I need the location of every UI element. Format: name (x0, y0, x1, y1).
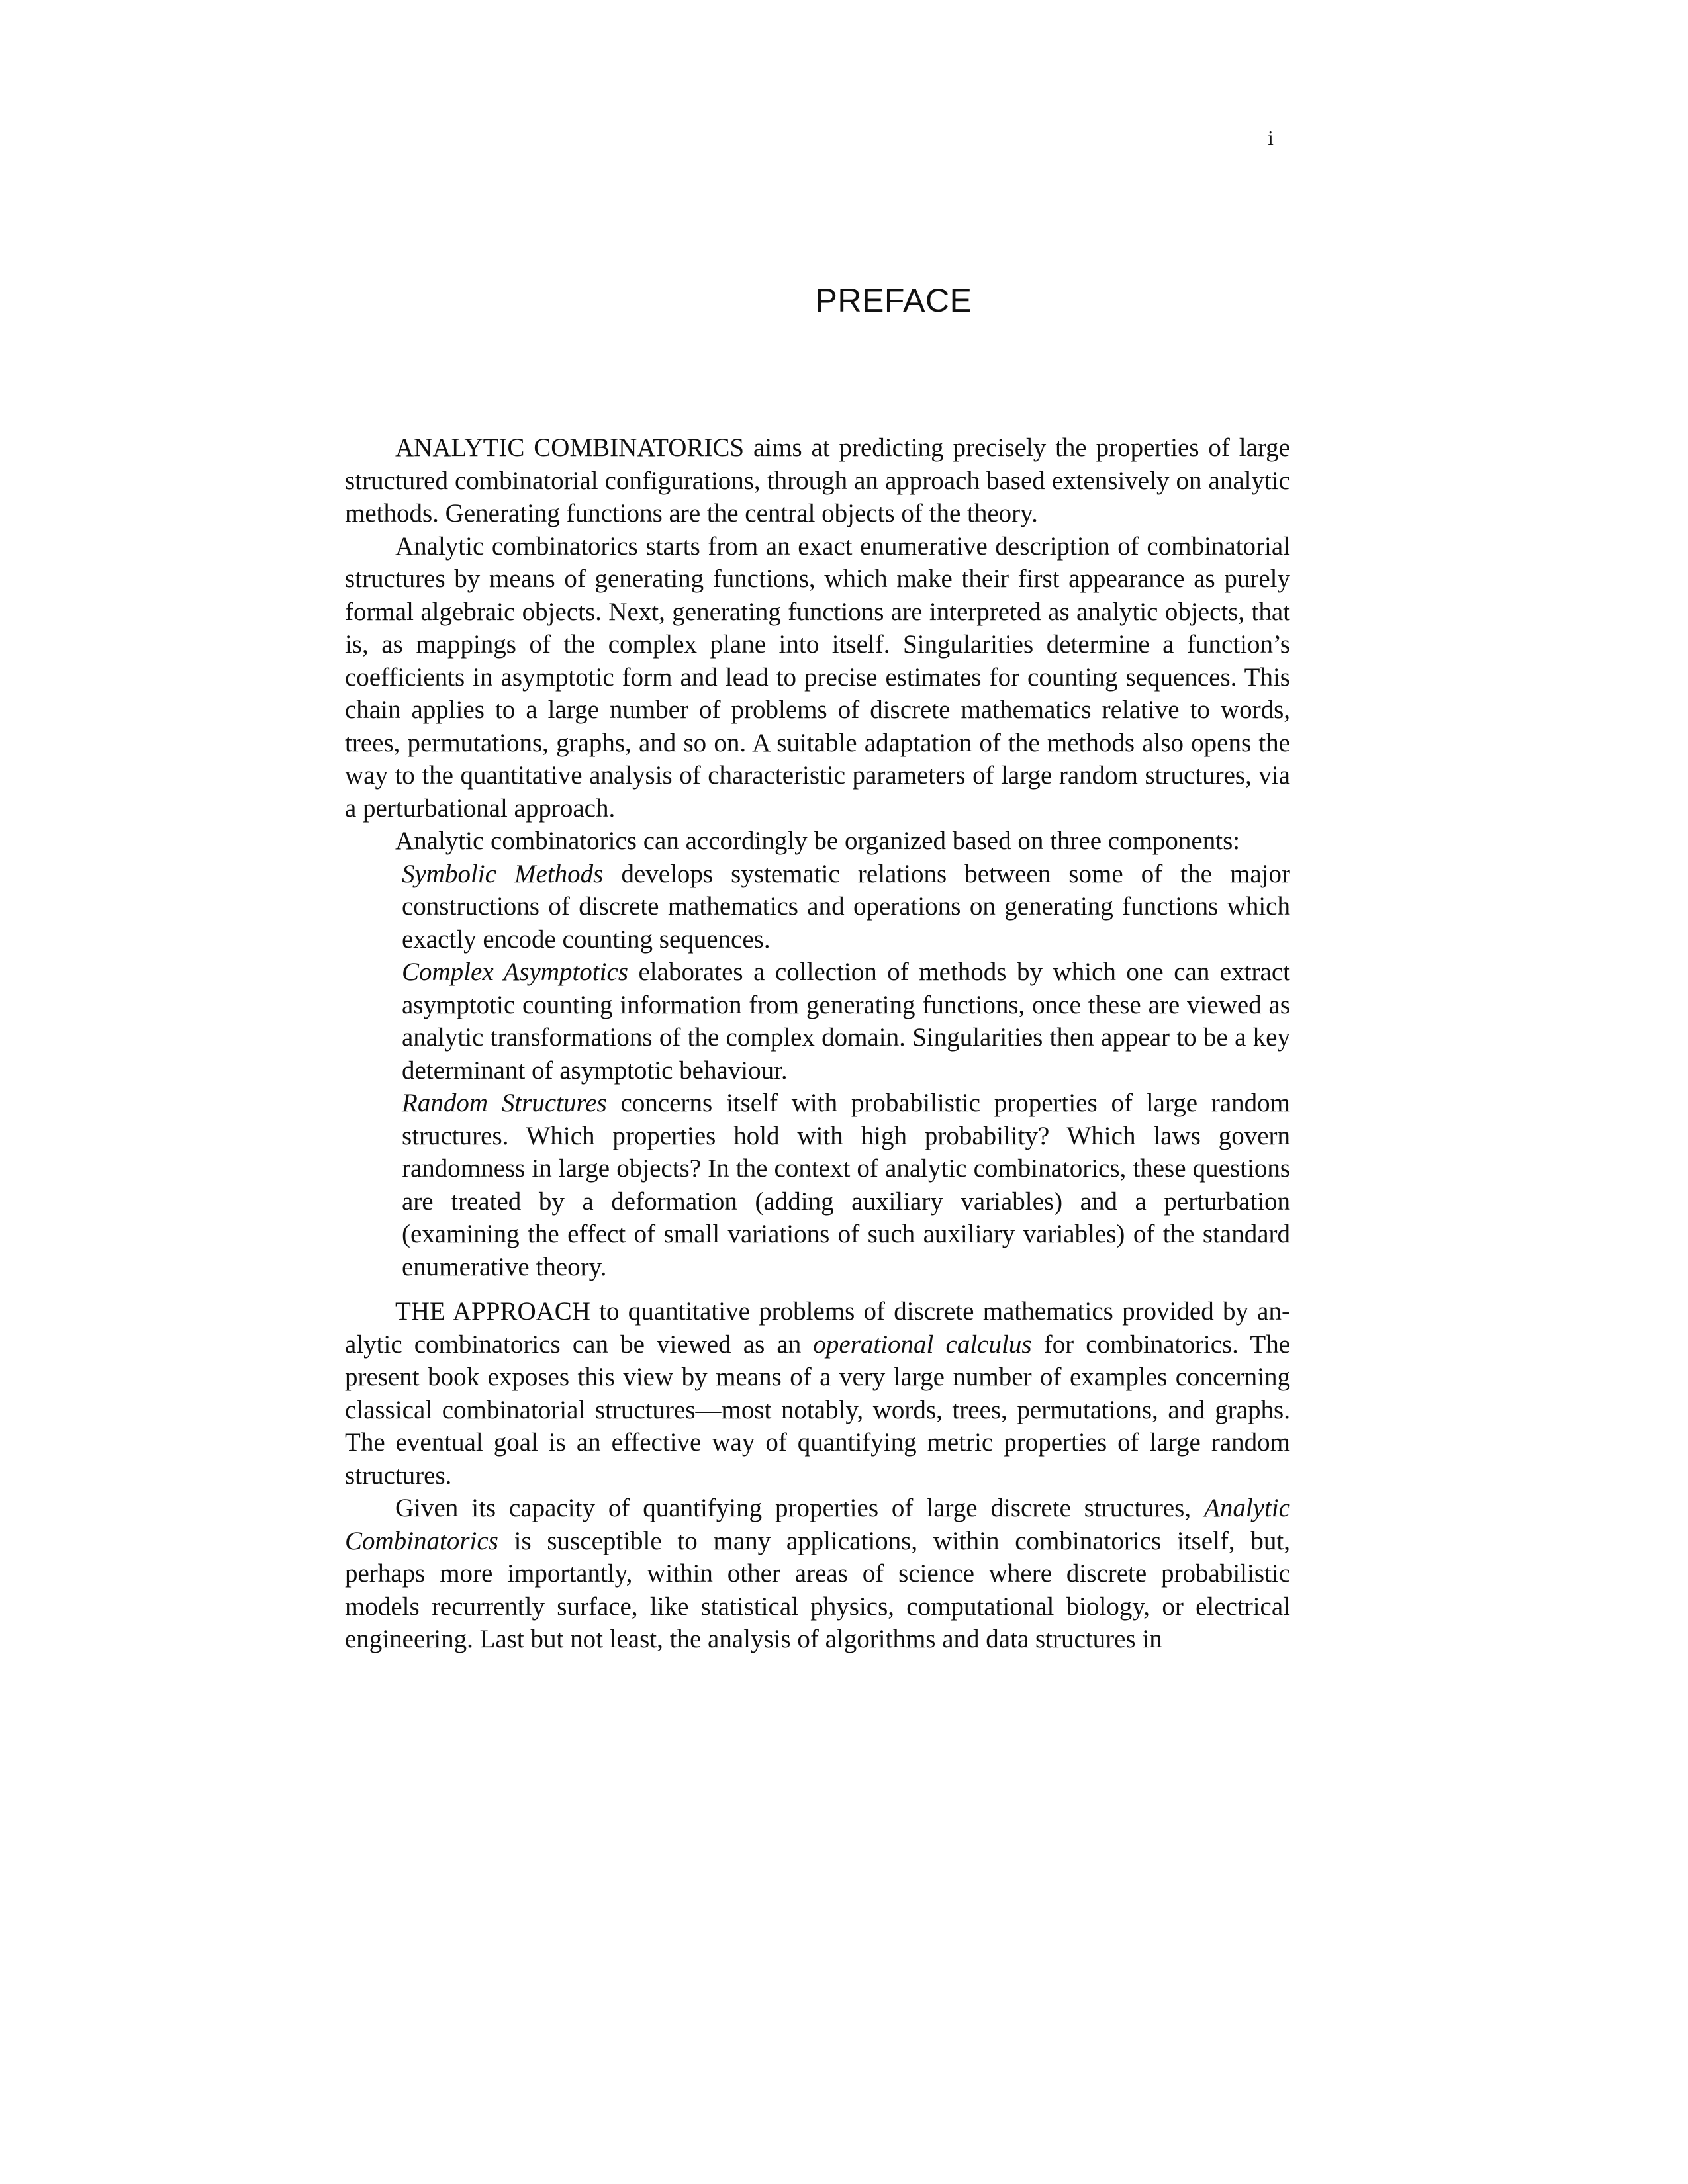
component-term: Symbolic Methods (402, 859, 604, 888)
page-number: i (1268, 126, 1274, 150)
paragraph-intro (345, 432, 1290, 530)
component-term: Complex Asymptotics (402, 958, 628, 986)
component-description: develops systematic relations between some of the major constructions of discrete mathematics and operations on generating functions which exactly encode counting sequences. (402, 859, 1290, 954)
preface-body (345, 432, 1290, 1656)
emphasis-operational-calculus: operational calculus (813, 1330, 1032, 1359)
paragraph-applications (345, 1492, 1290, 1656)
component-random-structures (402, 1087, 1290, 1283)
component-term: Random Structures (402, 1089, 607, 1117)
chapter-title: PREFACE (815, 282, 972, 319)
paragraph-intro-text: aims at predicting precisely the properties of large structured combinatorial configurations, through an approach based extensively on analytic methods. Generating functions are the central objects of the theory. (345, 433, 1290, 527)
component-description: elaborates a collection of methods by which one can extract asymptotic counting information from generating functions, once these are viewed as analytic transformations of the complex domain. Singularities then appear to be a key determinant of asymptotic behaviour. (402, 958, 1290, 1085)
component-symbolic-methods (402, 858, 1290, 956)
paragraph-overview (345, 530, 1290, 825)
paragraph-components-intro-text: Analytic combinatorics can accordingly be organized based on three components: (395, 827, 1241, 855)
paragraph-approach-text-b: for combinatorics. The present book exposes this view by means of a very large number of examples concerning classical combinatorial structures—most notably, words, trees, permutations, and graphs. The eventual goal is an effective way of quantifying metric properties of large random structures. (345, 1330, 1291, 1490)
component-complex-asymptotics (402, 956, 1290, 1087)
paragraph-components-intro (345, 825, 1290, 858)
components-list (402, 858, 1290, 1284)
paragraph-overview-text: Analytic combinatorics starts from an exact enumerative description of combinatorial structures by means of generating functions, which make their first appearance as purely formal algebraic objects. Next, generating functions are interpreted as analytic objects, that is, as mappings of the complex plane into itself. Singularities determine a function’s coefficients in asymptotic form and lead to precise estimates for counting sequences. This chain applies to a large number of problems of discrete mathematics relative to words, trees, permutations, graphs, and so on. A suitable adaptation of the methods also opens the way to the quantitative analysis of characteristic parameters of large random structures, via a perturbational approach. (345, 531, 1290, 823)
lead-in-analytic-combinatorics: ANALYTIC COMBINATORICS (395, 433, 745, 462)
paragraph-approach (345, 1295, 1290, 1492)
emphasis-book-title: Analytic Combinatorics (345, 1494, 1290, 1555)
paragraph-approach-text-a: to quantitative problems of discrete mathematics provided by analytic combinatorics can be viewed as an (345, 1297, 1290, 1359)
lead-in-the-approach: THE APPROACH (395, 1297, 590, 1326)
component-description: concerns itself with probabilistic properties of large random structures. Which properties hold with high probability? Which laws govern randomness in large objects? In the context of analytic combinatorics, these questions are treated by a deformation (adding auxiliary variables) and a perturbation (examining the effect of small variations of such auxiliary variables) of the standard enumerative theory. (402, 1089, 1290, 1281)
paragraph-applications-text-a: Given its capacity of quantifying properties of large discrete structures, (395, 1494, 1205, 1522)
paragraph-applications-text-b: is susceptible to many applications, within combinatorics itself, but, perhaps more importantly, within other areas of science where discrete probabilistic models recurrently surface, like statistical physics, computational biology, or electrical engineering. Last but not least, the analysis of algorithms and data structures in (345, 1526, 1290, 1653)
